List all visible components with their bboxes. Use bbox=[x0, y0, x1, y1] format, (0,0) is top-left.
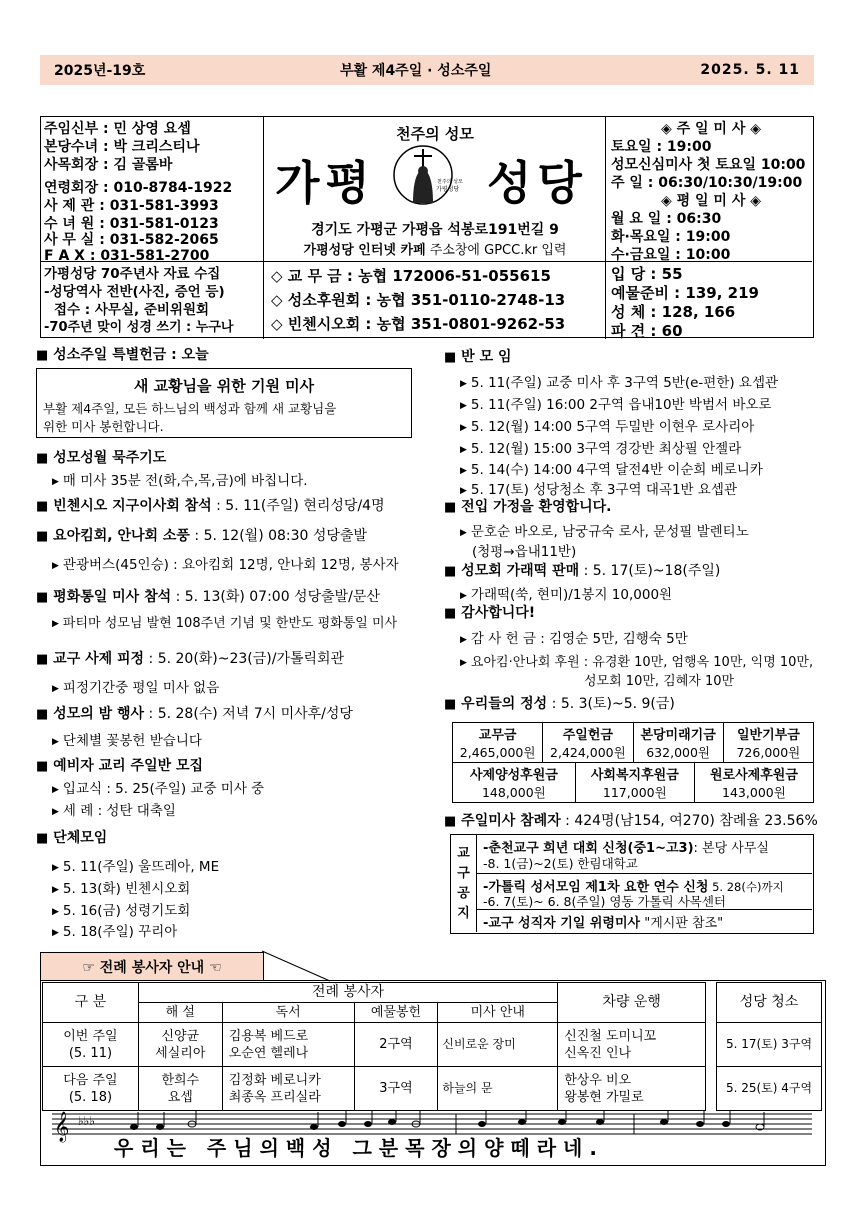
staff-row: 본당수녀 : 박 크리스티나 bbox=[44, 139, 200, 155]
list-item: ▶ 5. 11(주일) 교중 미사 후 3구역 5반(e-편한) 요셉관 bbox=[460, 375, 779, 391]
list-item: ▶ 5. 17(토) 성당청소 후 3구역 대곡1반 요셉관 bbox=[460, 482, 738, 498]
section-district-meetings: ■ 반 모 임 bbox=[444, 349, 512, 365]
header-bar bbox=[40, 55, 814, 85]
list-item: ▶ 입교식 : 5. 25(주일) 교중 미사 중 bbox=[52, 781, 265, 797]
staff-row: 수 녀 원 : 031-581-0123 bbox=[44, 216, 219, 232]
svg-text:♭♭♭: ♭♭♭ bbox=[78, 1114, 95, 1128]
church-tagline: 천주의 성모 bbox=[396, 125, 474, 143]
church-logo bbox=[393, 141, 463, 209]
mass-line: 수·금요일 : 10:00 bbox=[611, 247, 731, 263]
section-retreat: ■ 교구 사제 피정 : 5. 20(화)~23(금)/가톨릭회관 bbox=[36, 651, 345, 667]
staff-row: 주임신부 : 민 상영 요셉 bbox=[44, 121, 191, 137]
mass-line: 월 요 일 : 06:30 bbox=[611, 211, 722, 227]
issue-number: 2025년-19호 bbox=[54, 63, 146, 79]
section-thanks: ■ 감사합니다! bbox=[444, 605, 536, 621]
bulletin-date: 2025. 5. 11 bbox=[700, 62, 800, 78]
table-row: 5. 25(토) 4구역 bbox=[717, 1067, 822, 1111]
table-row: 다음 주일 (5. 18) 한희수 요셉 김정화 베로니카 최종옥 프리실라 3구역 하늘의 문 한상우 비오 왕봉현 가밀로 bbox=[43, 1067, 706, 1111]
list-item: ▶ 세 례 : 성탄 대축일 bbox=[52, 803, 176, 819]
pope-mass-body: 위한 미사 봉헌합니다. bbox=[43, 419, 164, 434]
svg-text:가평성당: 가평성당 bbox=[436, 186, 460, 193]
list-item: (청평→읍내11반) bbox=[472, 544, 577, 560]
mass-line: 화·목요일 : 19:00 bbox=[611, 229, 731, 245]
mass-line: 성모신심미사 첫 토요일 10:00 bbox=[611, 157, 806, 173]
table-row: 5. 17(토) 3구역 bbox=[717, 1023, 822, 1067]
diocese-notice-box bbox=[450, 834, 814, 934]
offering-cell: 사회복지후원금 117,000원 bbox=[575, 763, 694, 803]
col-gubun: 구 분 bbox=[43, 983, 139, 1023]
svg-text:𝄞: 𝄞 bbox=[54, 1112, 70, 1142]
section-rosary: ■ 성모성월 묵주기도 bbox=[36, 450, 167, 466]
list-item: ▶ 매 미사 35분 전(화,수,목,금)에 바칩니다. bbox=[52, 473, 308, 489]
list-item: ▶ 문호순 바오로, 남궁규숙 로사, 문성필 발렌티노 bbox=[460, 524, 749, 540]
offering-cell: 교무금 2,465,000원 bbox=[453, 723, 543, 763]
offering-table bbox=[452, 722, 814, 763]
mass-line: 주 일 : 06:30/10:30/19:00 bbox=[611, 175, 803, 191]
offering-cell: 일반기부금 726,000원 bbox=[723, 723, 813, 763]
sunday-mass-title: ◈ 주 일 미 사 ◈ bbox=[661, 121, 761, 137]
stat-row: 파 견 : 60 bbox=[611, 322, 683, 340]
list-item: ▶ 5. 14(수) 14:00 4구역 달전4반 이순희 베로니카 bbox=[460, 462, 763, 478]
tab-diagonal bbox=[262, 950, 332, 982]
list-item: ▶ 5. 12(월) 15:00 3구역 경강반 최상필 안젤라 bbox=[460, 441, 742, 457]
list-item: ▶ 관광버스(45인승) : 요아킴회 12명, 안나회 12명, 봉사자 bbox=[52, 557, 399, 573]
col-guide: 미사 안내 bbox=[438, 1003, 558, 1023]
stat-row: 성 체 : 128, 166 bbox=[611, 303, 736, 321]
account-row: ◇ 성소후원회 : 농협 351-0110-2748-13 bbox=[271, 291, 566, 309]
list-item: ▶ 피정기간중 평일 미사 없음 bbox=[52, 680, 220, 696]
offering-cell: 본당미래기금 632,000원 bbox=[633, 723, 723, 763]
list-item: ▶ 5. 13(화) 빈첸시오회 bbox=[52, 881, 191, 897]
notice-item: -8. 1(금)~2(토) 한림대학교 bbox=[483, 856, 638, 871]
list-item: ▶ 5. 18(주일) 꾸리아 bbox=[52, 924, 178, 940]
section-welcome: ■ 전입 가정을 환영합니다. bbox=[444, 499, 612, 515]
church-cafe: 가평성당 인터넷 카페 주소창에 GPCC.kr 입력 bbox=[303, 243, 567, 258]
staff-row: 연령회장 : 010-8784-1922 bbox=[44, 180, 233, 196]
notice-label: 교 구 공 지 bbox=[451, 835, 477, 932]
list-item: ▶ 요아킴·안나회 후원 : 유경환 10만, 엄행옥 10만, 익명 10만, bbox=[460, 655, 814, 670]
church-name-right: 성당 bbox=[487, 156, 588, 210]
notice-item: -6. 7(토)~ 6. 8(주일) 영동 가톨릭 사목센터 bbox=[483, 894, 726, 909]
stat-row: 입 당 : 55 bbox=[611, 265, 683, 283]
section-vocation-offering: ■ 성소주일 특별헌금 : 오늘 bbox=[36, 347, 209, 363]
song-lyrics: 우리는 주님의백성 그분목장의양떼라네. bbox=[114, 1136, 604, 1160]
col-commentary: 해 설 bbox=[138, 1003, 222, 1023]
staff-row: 사 제 관 : 031-581-3993 bbox=[44, 198, 219, 214]
offering-cell: 사제양성후원금 148,000원 bbox=[453, 763, 576, 803]
bulletin-title: 부활 제4주일 · 성소주일 bbox=[340, 63, 492, 79]
account-row: ◇ 교 무 금 : 농협 172006-51-055615 bbox=[271, 267, 551, 285]
notice-item: -가톨릭 성서모임 제1차 요한 연수 신청 5. 28(수)까지 bbox=[483, 880, 784, 895]
list-item: ▶ 감 사 헌 금 : 김영순 5만, 김행숙 5만 bbox=[460, 631, 688, 647]
church-title-block bbox=[265, 117, 605, 261]
anniversary-line: 가평성당 70주년사 자료 수집 bbox=[44, 266, 221, 282]
col-clean: 성당 청소 bbox=[717, 983, 822, 1023]
offering-cell: 주일헌금 2,424,000원 bbox=[543, 723, 633, 763]
pope-mass-body: 부활 제4주일, 모든 하느님의 백성과 함께 새 교황님을 bbox=[43, 401, 337, 416]
col-car: 차량 운행 bbox=[558, 983, 706, 1023]
staff-row: 사 무 실 : 031-582-2065 bbox=[44, 232, 219, 248]
list-item: ▶ 단체별 꽃봉헌 받습니다 bbox=[52, 733, 202, 749]
list-item: ▶ 5. 12(월) 14:00 5구역 두밀반 이현우 로사리아 bbox=[460, 419, 755, 435]
section-picnic: ■ 요아킴회, 안나회 소풍 : 5. 12(월) 08:30 성당출발 bbox=[36, 528, 367, 544]
service-table bbox=[42, 982, 706, 1111]
info-box bbox=[40, 116, 814, 338]
list-item: ▶ 5. 11(주일) 울뜨레아, ME bbox=[52, 859, 220, 875]
list-item: ▶ 5. 16(금) 성령기도회 bbox=[52, 903, 191, 919]
table-row: 이번 주일 (5. 11) 신양균 세실리아 김용복 베드로 오순연 헬레나 2구역 신비로운 장미 신진철 도미니꼬 신옥진 인나 bbox=[43, 1023, 706, 1067]
account-row: ◇ 빈첸시오회 : 농협 351-0801-9262-53 bbox=[271, 315, 566, 333]
anniversary-line: 접수 : 사무실, 준비위원회 bbox=[54, 302, 210, 318]
notice-item: -교구 성직자 기일 위령미사 "게시판 참조" bbox=[483, 916, 724, 931]
pope-mass-title: 새 교황님을 위한 기원 미사 bbox=[133, 377, 315, 395]
notice-item: -춘천교구 희년 대회 신청(중1~고3): 본당 사무실 bbox=[483, 841, 769, 856]
svg-text:천주의 성모: 천주의 성모 bbox=[437, 179, 463, 185]
cleaning-table bbox=[716, 982, 822, 1111]
col-gift: 예물봉헌 bbox=[354, 1003, 438, 1023]
section-mary-night: ■ 성모의 밤 행사 : 5. 28(수) 저녁 7시 미사후/성당 bbox=[36, 706, 353, 722]
col-group: 전례 봉사자 bbox=[138, 983, 557, 1003]
weekday-mass-title: ◈ 평 일 미 사 ◈ bbox=[661, 193, 761, 209]
staff-row: F A X : 031-581-2700 bbox=[44, 248, 210, 264]
section-vincent: ■ 빈첸시오 지구이사회 참석 : 5. 11(주일) 현리성당/4명 bbox=[36, 498, 385, 514]
pope-mass-box bbox=[36, 368, 412, 438]
col-reading: 독서 bbox=[222, 1003, 354, 1023]
section-mass-attendance: ■ 주일미사 참례자 : 424명(남154, 여270) 참례율 23.56% bbox=[444, 813, 818, 829]
mass-line: 토요일 : 19:00 bbox=[611, 139, 712, 155]
section-groups: ■ 단체모임 bbox=[36, 830, 108, 846]
anniversary-line: -성당역사 전반(사진, 증언 등) bbox=[44, 284, 225, 300]
section-rice-cake: ■ 성모회 가래떡 판매 : 5. 17(토)~18(주일) bbox=[444, 563, 721, 579]
section-catechumen: ■ 예비자 교리 주일반 모집 bbox=[36, 758, 204, 774]
church-name-left: 가평 bbox=[275, 156, 376, 210]
list-item: 성모회 10만, 김혜자 10만 bbox=[584, 674, 735, 689]
section-offerings: ■ 우리들의 정성 : 5. 3(토)~5. 9(금) bbox=[444, 696, 675, 712]
anniversary-line: -70주년 맞이 성경 쓰기 : 누구나 bbox=[44, 320, 234, 335]
music-staff bbox=[52, 1110, 812, 1162]
list-item: ▶ 5. 11(주일) 16:00 2구역 읍내10반 박범서 바오로 bbox=[460, 397, 772, 413]
list-item: ▶ 파티마 성모님 발현 108주년 기념 및 한반도 평화통일 미사 bbox=[52, 616, 398, 631]
offering-table-2 bbox=[452, 762, 814, 803]
section-peace-mass: ■ 평화통일 미사 참석 : 5. 13(화) 07:00 성당출발/문산 bbox=[36, 589, 380, 605]
stat-row: 예물준비 : 139, 219 bbox=[611, 284, 759, 302]
list-item: ▶ 가래떡(쑥, 현미)/1봉지 10,000원 bbox=[460, 587, 673, 603]
service-tab: ☞ 전례 봉사자 안내 ☜ bbox=[40, 952, 264, 980]
staff-row: 사목회장 : 김 골롬바 bbox=[44, 157, 173, 173]
offering-cell: 원로사제후원금 143,000원 bbox=[694, 763, 813, 803]
church-address: 경기도 가평군 가평읍 석봉로191번길 9 bbox=[311, 222, 559, 238]
